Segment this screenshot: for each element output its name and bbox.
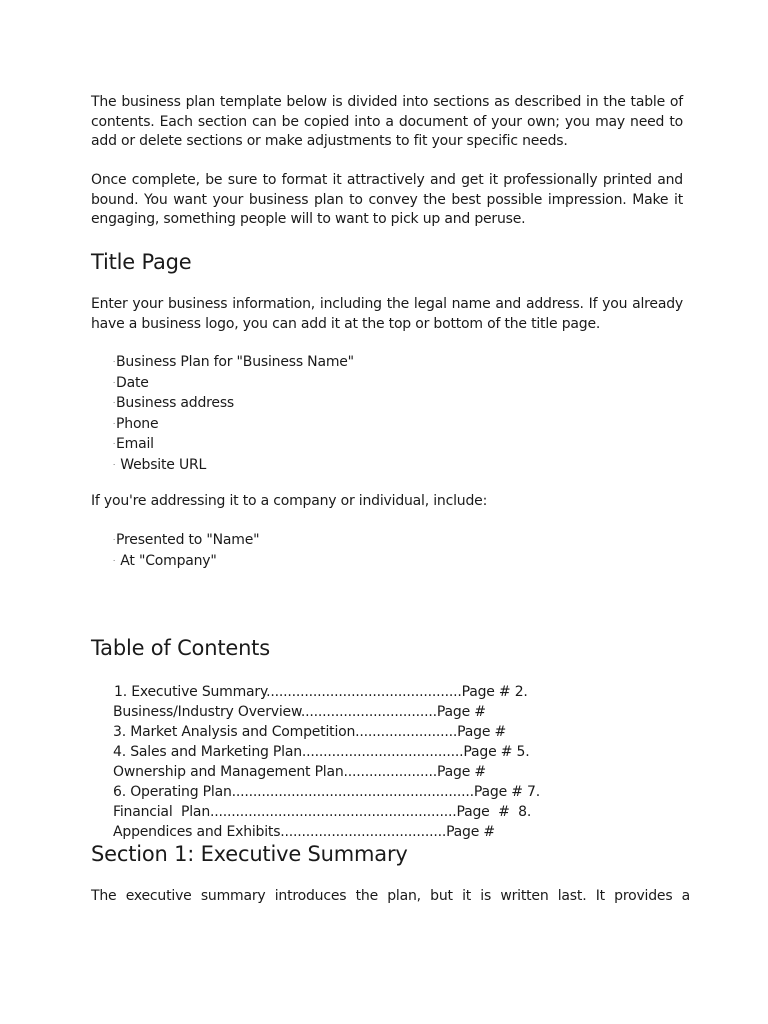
bullet-icon: · [113,358,116,366]
list-item: ·Email [113,436,154,453]
toc-entry: 4. Sales and Marketing Plan......................................Page # 5. [113,744,530,760]
intro-paragraph-1: The business plan template below is divided into sections as described in the table of contents. Each section can be copied into a document of your own; you may need to add or delete sections or make adjustments to fit your specific needs. [91,94,683,149]
bullet-icon: · [113,419,116,428]
bullet-icon: · [113,399,116,408]
intro-paragraph-2: Once complete, be sure to format it attractively and get it professionally printed and bound. You want your business plan to convey the best possible impression. Make it engaging, something people will to want to pick up and peruse. [91,172,683,227]
bullet-icon: · [113,378,116,387]
list-item: ·Presented to "Name" [113,532,260,549]
list-item: ·Phone [113,416,159,433]
toc-entry: Appendices and Exhibits.......................................Page # [113,824,495,840]
list-item: · At "Company" [113,552,217,569]
list-item: ·Business address [113,395,235,412]
list-item: ·Business Plan for "Business Name" [113,354,354,371]
bullet-icon: · [113,536,116,544]
addressing-note: If you're addressing it to a company or individual, include: [91,493,488,509]
title-page-instructions: Enter your business information, including the legal name and address. If you already have a business logo, you can add it at the top or bottom of the title page. [91,296,683,332]
toc-entry: 3. Market Analysis and Competition........................Page # [113,724,507,740]
table-of-contents [113,682,540,842]
title-page-heading: Title Page [91,250,192,274]
toc-entry: 6. Operating Plan.........................................................Page # 7. [113,784,540,800]
toc-entry: Financial Plan..........................................................Page # 8. [113,804,532,820]
list-item: ·Date [113,374,149,391]
addressing-items [113,530,259,571]
bullet-icon: · [113,440,116,449]
section-1-text: The executive summary introduces the plan, but it is written last. It provides a [91,888,691,904]
toc-entry: Business/Industry Overview................................Page # [113,704,486,720]
toc-heading: Table of Contents [91,636,270,660]
bullet-icon: · [113,461,116,470]
bullet-icon: · [113,556,116,565]
section-1-heading: Section 1: Executive Summary [91,842,408,866]
title-page-items [113,352,354,476]
toc-entry: 1. Executive Summary..............................................Page # 2. [114,684,528,700]
list-item: · Website URL [113,457,207,474]
toc-entry: Ownership and Management Plan......................Page # [113,764,486,780]
